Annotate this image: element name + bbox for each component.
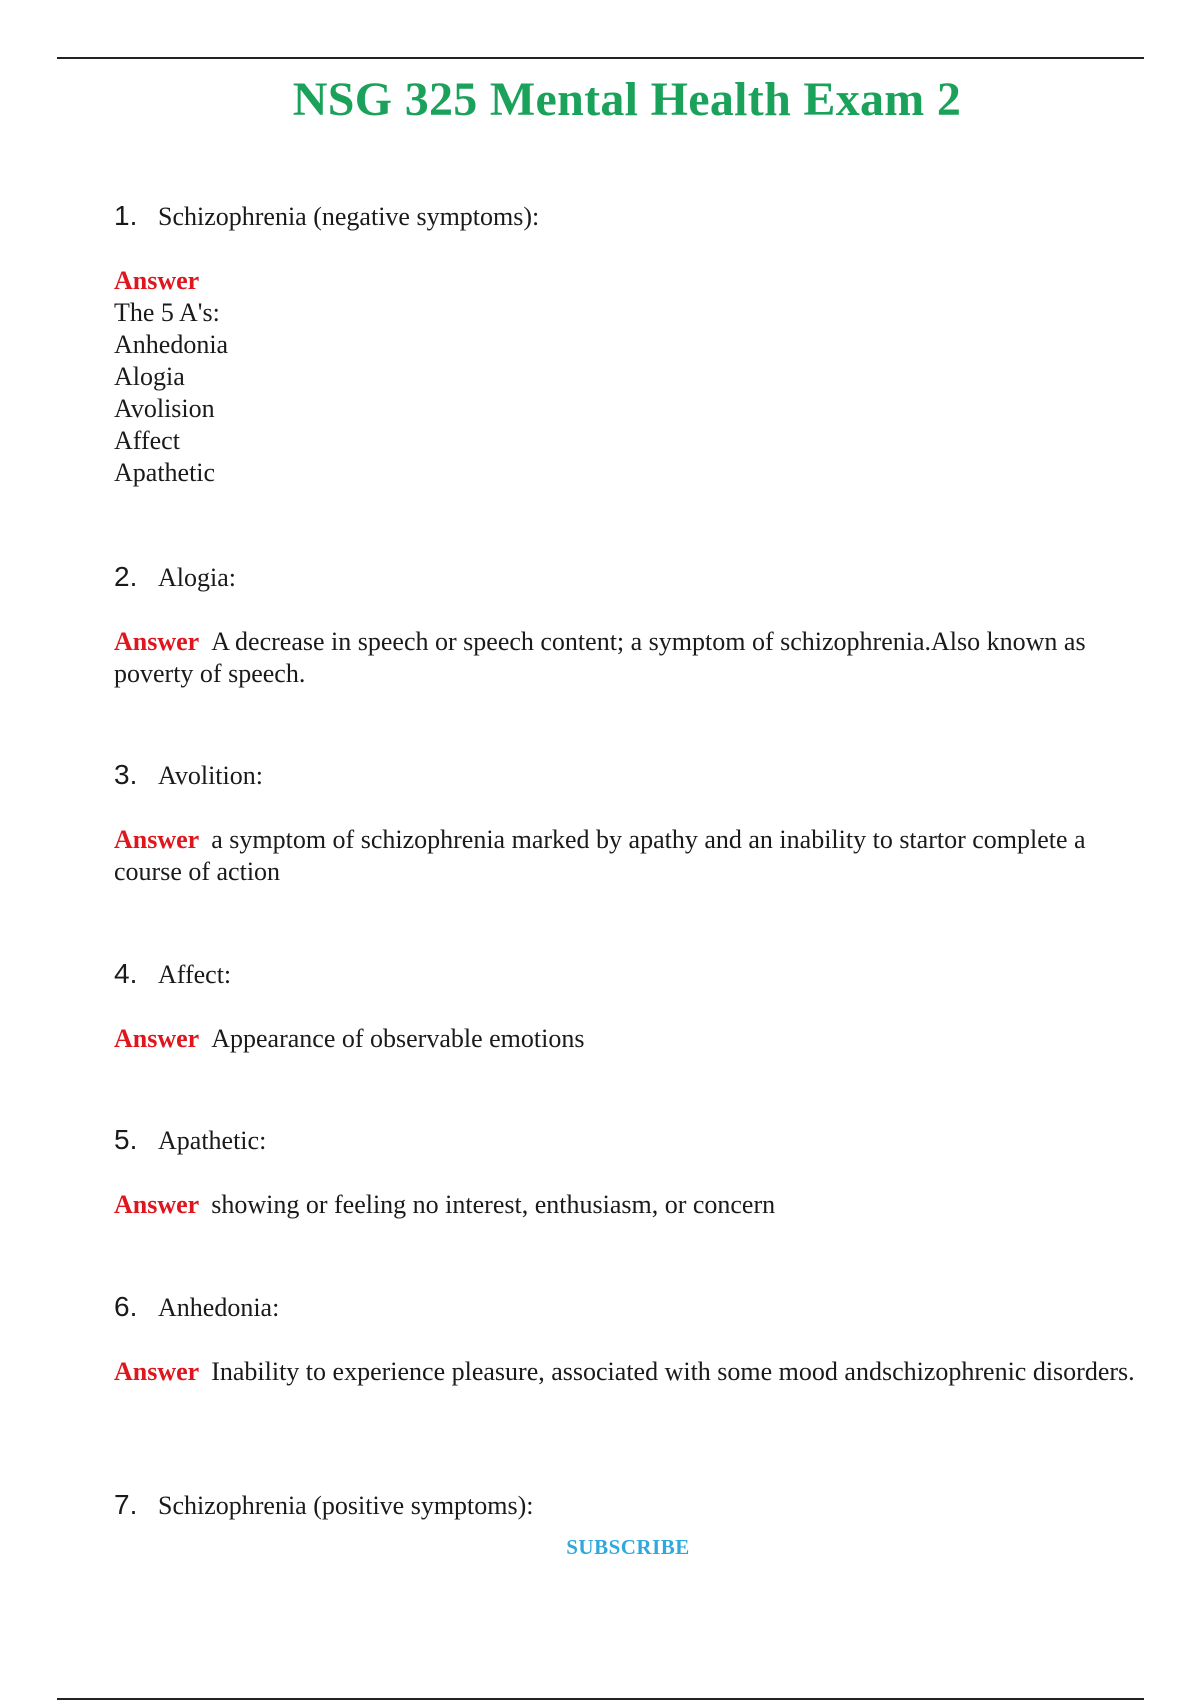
question-item [114, 200, 1144, 489]
question-header [114, 561, 1144, 594]
answer-line: Affect [114, 426, 180, 455]
answer-line: Anhedonia [114, 330, 229, 359]
question-item [114, 1124, 1144, 1221]
answer-line: Alogia [114, 362, 185, 391]
answer-text: a symptom of schizophrenia marked by apathy and an inability to startor complete a course of action [114, 825, 1086, 886]
question-number: 4. [114, 958, 138, 989]
answer-label: Answer [114, 1190, 200, 1219]
question-header [114, 200, 1144, 233]
question-prompt: Schizophrenia (positive symptoms): [158, 1491, 534, 1520]
question-item [114, 1291, 1144, 1388]
top-divider [57, 57, 1144, 59]
question-number: 3. [114, 759, 138, 790]
answer-block [114, 824, 1144, 888]
answer-block [114, 265, 1144, 489]
answer-label: Answer [114, 1024, 200, 1053]
answer-label: Answer [114, 825, 200, 854]
question-header [114, 958, 1144, 991]
question-header [114, 759, 1144, 792]
question-prompt: Schizophrenia (negative symptoms): [158, 202, 540, 231]
answer-text: showing or feeling no interest, enthusiasm, or concern [211, 1190, 776, 1219]
question-prompt: Alogia: [158, 563, 236, 592]
answer-block [114, 626, 1144, 690]
question-prompt: Apathetic: [158, 1126, 267, 1155]
question-number: 6. [114, 1291, 138, 1322]
question-item [114, 958, 1144, 1055]
answer-block [114, 1356, 1144, 1388]
question-header [114, 1291, 1144, 1324]
page-title: NSG 325 Mental Health Exam 2 [292, 73, 962, 126]
question-header [114, 1489, 1144, 1522]
question-number: 1. [114, 200, 138, 231]
answer-block [114, 1023, 1144, 1055]
answer-line: Apathetic [114, 458, 216, 487]
question-item [114, 561, 1144, 690]
question-number: 2. [114, 561, 138, 592]
question-header [114, 1124, 1144, 1157]
question-prompt: Affect: [158, 960, 232, 989]
question-item [114, 759, 1144, 888]
answer-lines [114, 297, 1144, 489]
question-item [114, 1489, 1144, 1522]
answer-text: A decrease in speech or speech content; a symptom of schizophrenia.Also known as poverty of speech. [114, 627, 1086, 688]
answer-text: Inability to experience pleasure, associated with some mood andschizophrenic disorders. [211, 1357, 1135, 1386]
answer-label: Answer [114, 1357, 200, 1386]
answer-block [114, 1189, 1144, 1221]
answer-line: The 5 A's: [114, 298, 220, 327]
question-number: 7. [114, 1489, 138, 1520]
subscribe-link[interactable]: SUBSCRIBE [566, 1535, 690, 1559]
answer-line: Avolision [114, 394, 215, 423]
question-prompt: Avolition: [158, 761, 263, 790]
question-number: 5. [114, 1124, 138, 1155]
answer-label: Answer [114, 627, 200, 656]
question-prompt: Anhedonia: [158, 1293, 280, 1322]
answer-text: Appearance of observable emotions [211, 1024, 585, 1053]
answer-label: Answer [114, 266, 200, 295]
